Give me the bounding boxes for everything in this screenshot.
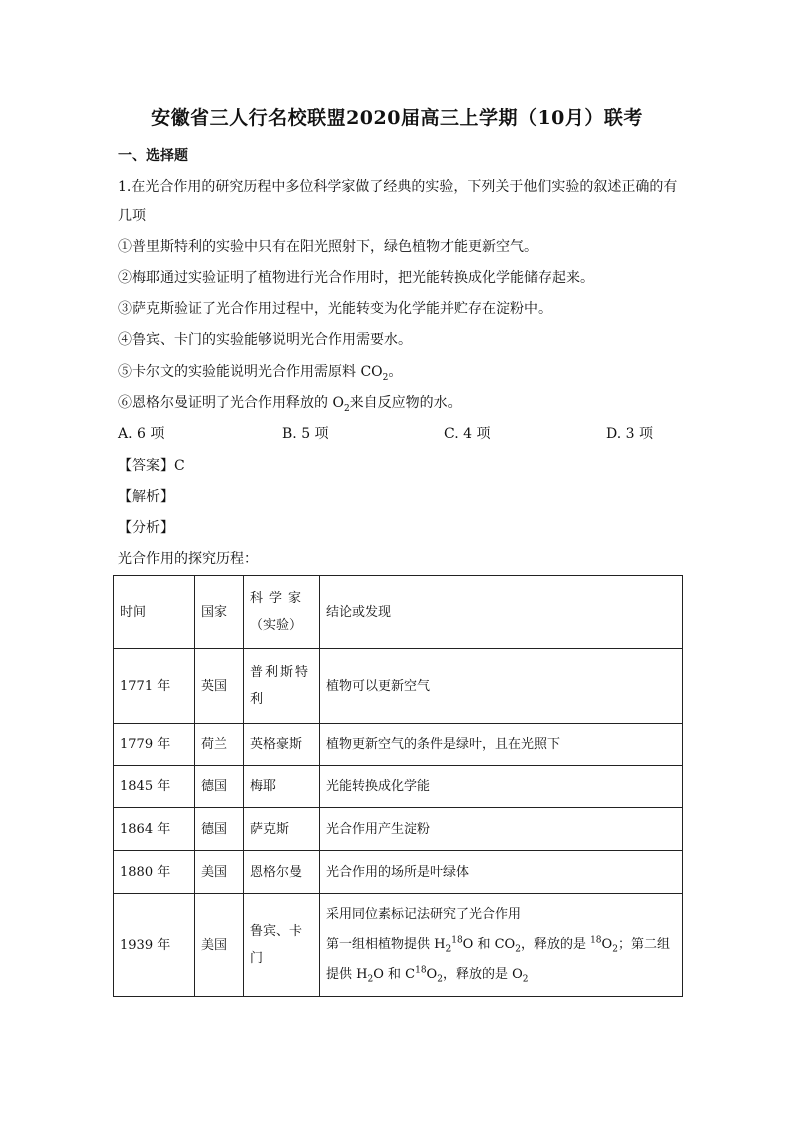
superscript: 18 <box>590 935 602 946</box>
cell-finding: 植物更新空气的条件是绿叶，且在光照下 <box>320 724 683 766</box>
option-a: A. 6 项 <box>118 426 165 442</box>
option-c: C. 4 项 <box>444 426 491 442</box>
cell-scientist-line2: 利 <box>250 692 264 707</box>
cell-finding: 植物可以更新空气 <box>320 649 683 724</box>
cell-scientist: 恩格尔曼 <box>244 851 320 894</box>
cell-year: 1771 年 <box>114 649 195 724</box>
cell-year: 1779 年 <box>114 724 195 766</box>
statement-5 <box>118 363 402 381</box>
text: O 和 C <box>373 967 416 982</box>
cell-finding: 光合作用的场所是叶绿体 <box>320 851 683 894</box>
statement-6 <box>118 394 462 412</box>
subscript: 2 <box>367 974 374 985</box>
subscript: 2 <box>343 403 350 414</box>
text: 提供 H <box>326 967 368 982</box>
cell-scientist: 鲁宾、卡门 <box>244 894 320 997</box>
text: O <box>426 967 438 982</box>
option-b: B. 5 项 <box>282 426 329 442</box>
text: 第一组相植物提供 H <box>326 937 446 952</box>
cell-scientist <box>244 649 320 724</box>
subscript: 2 <box>382 372 389 383</box>
table-intro: 光合作用的探究历程： <box>118 551 258 567</box>
section-heading: 一、选择题 <box>118 148 188 164</box>
cell-finding: 光能转换成化学能 <box>320 766 683 808</box>
cell-scientist: 英格豪斯 <box>244 724 320 766</box>
analysis-label: 【解析】 <box>118 489 174 505</box>
document-title: 安徽省三人行名校联盟2020届高三上学期（10月）联考 <box>151 107 643 129</box>
cell-year: 1880 年 <box>114 851 195 894</box>
subscript: 2 <box>612 944 618 955</box>
statement-6-end: 来自反应物的水。 <box>349 395 462 411</box>
history-table <box>113 575 683 997</box>
cell-scientist: 梅耶 <box>244 766 320 808</box>
text: ，释放的是 <box>520 937 591 952</box>
table-row <box>114 894 683 997</box>
cell-finding <box>320 894 683 997</box>
cell-year: 1864 年 <box>114 808 195 851</box>
cell-finding: 光合作用产生淀粉 <box>320 808 683 851</box>
cell-country: 美国 <box>195 894 244 997</box>
header-country: 国家 <box>195 576 244 649</box>
text: O <box>601 937 613 952</box>
table-header-row <box>114 576 683 649</box>
table-row <box>114 649 683 724</box>
text: ；第二组 <box>617 937 670 952</box>
text: O 和 CO <box>462 937 516 952</box>
statement-4: ④鲁宾、卡门的实验能够说明光合作用需要水。 <box>118 332 412 348</box>
table-row <box>114 766 683 808</box>
header-scientist-line1: 科学家 <box>250 591 308 606</box>
fenxi-label: 【分析】 <box>118 520 174 536</box>
cell-country: 荷兰 <box>195 724 244 766</box>
cell-scientist-line1: 普利斯特 <box>250 665 311 680</box>
statement-5-end: 。 <box>388 364 403 380</box>
superscript: 18 <box>415 965 427 976</box>
header-year: 时间 <box>114 576 195 649</box>
cell-country: 德国 <box>195 766 244 808</box>
subscript: 2 <box>522 974 529 985</box>
header-scientist <box>244 576 320 649</box>
table-row <box>114 808 683 851</box>
finding-line-2 <box>326 930 676 960</box>
statement-2: ②梅耶通过实验证明了植物进行光合作用时，把光能转换成化学能储存起来。 <box>118 270 594 286</box>
cell-year: 1939 年 <box>114 894 195 997</box>
option-d: D. 3 项 <box>606 426 653 442</box>
cell-year: 1845 年 <box>114 766 195 808</box>
subscript: 2 <box>445 944 452 955</box>
header-scientist-line2: （实验） <box>250 618 303 633</box>
cell-scientist: 萨克斯 <box>244 808 320 851</box>
statement-6-text: ⑥恩格尔曼证明了光合作用释放的 O <box>118 395 344 411</box>
question-stem-line2: 几项 <box>118 208 146 224</box>
header-finding: 结论或发现 <box>320 576 683 649</box>
cell-country: 英国 <box>195 649 244 724</box>
statement-3: ③萨克斯验证了光合作用过程中，光能转变为化学能并贮存在淀粉中。 <box>118 301 552 317</box>
superscript: 18 <box>451 935 463 946</box>
subscript: 2 <box>437 974 443 985</box>
text: ，释放的是 O <box>442 967 523 982</box>
cell-country: 德国 <box>195 808 244 851</box>
question-stem-line1: 1.在光合作用的研究历程中多位科学家做了经典的实验，下列关于他们实验的叙述正确的有 <box>118 179 678 195</box>
answer-line: 【答案】C <box>118 458 185 474</box>
subscript: 2 <box>515 944 521 955</box>
table-row <box>114 724 683 766</box>
cell-country: 美国 <box>195 851 244 894</box>
statement-5-text: ⑤卡尔文的实验能说明光合作用需原料 CO <box>118 364 383 380</box>
statement-1: ①普里斯特利的实验中只有在阳光照射下，绿色植物才能更新空气。 <box>118 239 538 255</box>
finding-line-1: 采用同位素标记法研究了光合作用 <box>326 907 522 922</box>
finding-line-3 <box>326 960 676 990</box>
table-row <box>114 851 683 894</box>
